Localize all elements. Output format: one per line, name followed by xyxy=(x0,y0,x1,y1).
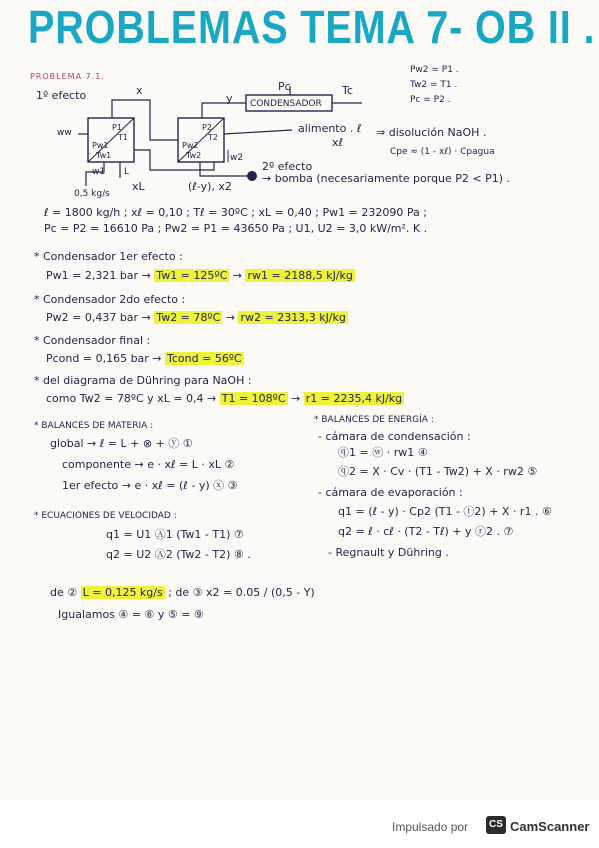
materia-componente: componente → e · xℓ = L · xL ② xyxy=(62,458,235,471)
first-effect-label: 1º efecto xyxy=(36,89,87,102)
cond3-pre: Pcond = 0,165 bar → xyxy=(46,352,162,365)
data-line-1: ℓ = 1800 kg/h ; xℓ = 0,10 ; Tℓ = 30ºC ; xL = 0,40 ; Pw1 = 232090 Pa ; xyxy=(44,206,427,219)
e1-tw: Tw1 xyxy=(96,151,112,160)
duhring-r1: r1 = 2235,4 kJ/kg xyxy=(305,392,403,405)
cond1-line xyxy=(46,269,355,282)
e1-pw: Pw1 xyxy=(92,141,109,150)
materia-efecto: 1er efecto → e · xℓ = (ℓ - y) ⓧ ③ xyxy=(62,479,238,492)
e2-pw: Pw2 xyxy=(182,141,199,150)
energia-l4: q2 = ℓ · cℓ · (T2 - Tℓ) + y ⓡ2 . ⑦ xyxy=(338,525,514,538)
final-rest: ; de ③ x2 = 0.05 / (0,5 - Y) xyxy=(168,586,315,599)
cond1-arrow: → xyxy=(232,269,242,282)
final-line-2: Igualamos ④ = ⑥ y ⑤ = ⑨ xyxy=(58,608,204,621)
pc-label: Pc xyxy=(278,80,291,93)
energia-sub2: - cámara de evaporación : xyxy=(318,486,463,499)
cond2-rw: rw2 = 2313,3 kJ/kg xyxy=(240,311,346,324)
cond2-head: * Condensador 2do efecto : xyxy=(34,293,186,306)
cond2-arrow: → xyxy=(225,311,235,324)
xL-label: xL xyxy=(132,180,145,193)
e2-tw: Tw2 xyxy=(186,151,202,160)
cond2-pre: Pw2 = 0,437 bar → xyxy=(46,311,151,324)
header-eq-3: Pc = P2 . xyxy=(410,95,451,105)
final-line-1 xyxy=(50,586,315,599)
cond2-tw: Tw2 = 78ºC xyxy=(156,311,221,324)
materia-head: * BALANCES DE MATERIA : xyxy=(34,421,154,431)
final-de: de ② xyxy=(50,586,78,599)
cond3-tcond: Tcond = 56ºC xyxy=(167,352,242,365)
data-line-2: Pc = P2 = 16610 Pa ; Pw2 = P1 = 43650 Pa ; U1, U2 = 3,0 kW/m². K . xyxy=(44,222,428,235)
cond1-tw: Tw1 = 125ºC xyxy=(156,269,228,282)
header-eq-2: Tw2 = T1 . xyxy=(410,80,458,90)
w2-label: w2 xyxy=(230,153,244,163)
duhring-t1: T1 = 108ºC xyxy=(221,392,286,405)
feed-rate-label: 0,5 kg/s xyxy=(74,189,110,199)
w1-label: w1 xyxy=(92,167,106,177)
camscanner-logo-icon: CS xyxy=(486,816,506,834)
energia-l1: ⓠ1 = ⓦ · rw1 ④ xyxy=(338,446,428,459)
vapor-x-label: x xyxy=(136,84,143,97)
duhring-pre: como Tw2 = 78ºC y xL = 0,4 → xyxy=(46,392,217,405)
cond1-head: * Condensador 1er efecto : xyxy=(34,250,183,263)
second-effect-label: 2º efecto xyxy=(262,160,313,173)
energia-sub1: - cámara de condensación : xyxy=(318,430,471,443)
feed-label: alimento . ℓ xyxy=(298,122,362,135)
energia-l5: - Regnault y Dühring . xyxy=(328,546,449,559)
tc-label: Tc xyxy=(342,84,353,97)
cond2-line xyxy=(46,311,348,324)
energia-l3: q1 = (ℓ - y) · Cp2 (T1 - ⓣ2) + X · r1 . ⑥ xyxy=(338,505,552,518)
header-eq-1: Pw2 = P1 . xyxy=(410,65,459,75)
cond3-head: * Condensador final : xyxy=(34,334,151,347)
l-label: L xyxy=(124,167,130,177)
condenser-label: CONDENSADOR xyxy=(250,99,322,109)
cond1-rw: rw1 = 2188,5 kJ/kg xyxy=(247,269,353,282)
cond3-line xyxy=(46,352,244,365)
liquid-stream-label: (ℓ-y), x2 xyxy=(188,180,232,193)
e2-t: T2 xyxy=(208,133,218,142)
duhring-line xyxy=(46,392,404,405)
pump-note: → bomba (necesariamente porque P2 < P1) . xyxy=(262,172,511,185)
e1-p: P1 xyxy=(112,123,122,132)
cond1-pre: Pw1 = 2,321 bar → xyxy=(46,269,151,282)
solution-note: ⇒ disolución NaOH . xyxy=(376,126,487,139)
steam-label: ww xyxy=(57,128,72,138)
velocidad-l2: q2 = U2 Ⓐ2 (Tw2 - T2) ⑧ . xyxy=(106,548,251,561)
impulsado-text: Impulsado por xyxy=(392,820,469,834)
velocidad-head: * ECUACIONES DE VELOCIDAD : xyxy=(34,511,177,521)
vapor-y-label: y xyxy=(226,92,233,105)
cpe-note: Cpe ≈ (1 - xℓ) · Cpagua xyxy=(390,147,495,157)
energia-l2: ⓠ2 = X · Cv · (T1 - Tw2) + X · rw2 ⑤ xyxy=(338,465,538,478)
energia-head: * BALANCES DE ENERGÍA : xyxy=(314,415,434,425)
problem-label: PROBLEMA 7.1. xyxy=(30,72,105,81)
page-title: PROBLEMAS TEMA 7- OB II . xyxy=(28,1,596,53)
materia-global: global → ℓ = L + ⊗ + ⓨ ① xyxy=(50,437,193,450)
e1-t: T1 xyxy=(118,133,128,142)
feed-x-label: xℓ xyxy=(332,136,344,149)
final-L: L = 0,125 kg/s xyxy=(82,586,163,599)
camscanner-brand: CamScanner xyxy=(510,819,590,834)
duhring-head: * del diagrama de Dühring para NaOH : xyxy=(34,374,252,387)
duhring-arrow: → xyxy=(291,392,301,405)
e2-p: P2 xyxy=(202,123,212,132)
velocidad-l1: q1 = U1 Ⓐ1 (Tw1 - T1) ⑦ xyxy=(106,528,244,541)
